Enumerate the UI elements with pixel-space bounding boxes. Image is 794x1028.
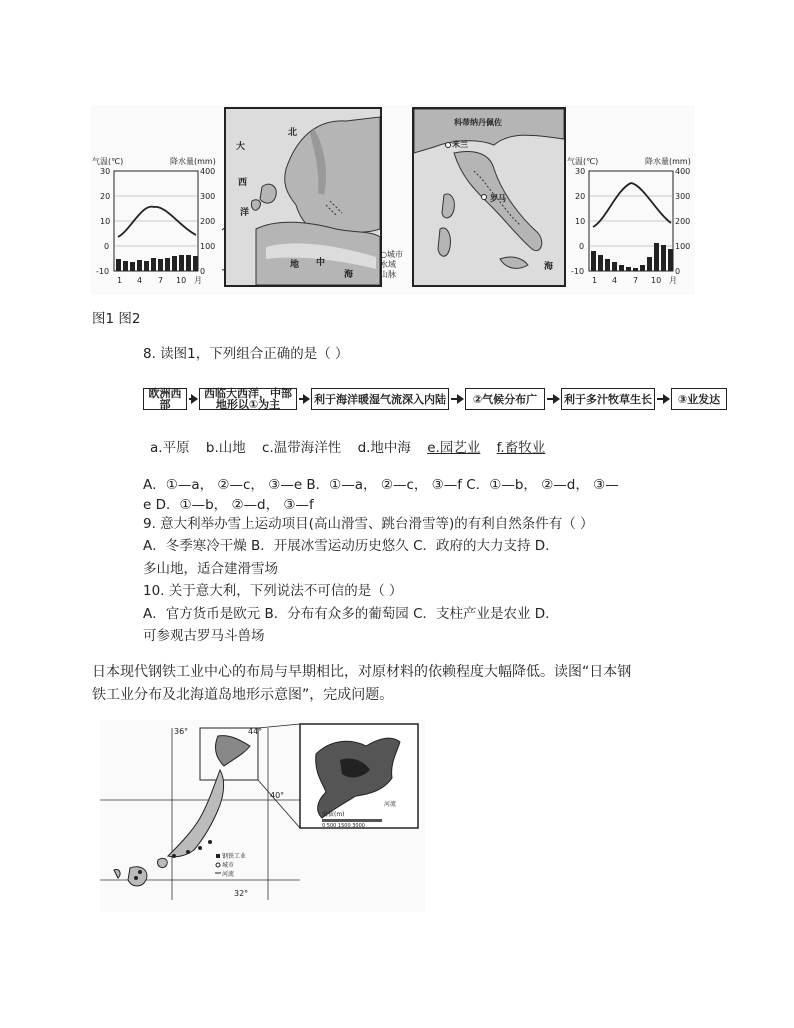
flow-step-6: ③业发达 xyxy=(671,388,727,410)
q8-flowchart xyxy=(143,388,728,412)
svg-text:城市: 城市 xyxy=(222,862,235,869)
svg-text:30: 30 xyxy=(100,167,111,176)
flow-step-3: 利于海洋暖湿气流深入内陆 xyxy=(311,388,449,410)
right-temp-label: 气温(℃) xyxy=(567,157,599,166)
europe-map xyxy=(224,107,382,287)
right-temp-ticks xyxy=(571,167,585,276)
svg-text:10: 10 xyxy=(575,217,586,226)
svg-text:200: 200 xyxy=(675,217,691,226)
right-precip-label: 降水量(mm) xyxy=(645,157,691,166)
svg-text:-10: -10 xyxy=(571,267,585,276)
flow-step-2: 西临大西洋，中部地形以①为主 xyxy=(199,388,297,410)
svg-text:7: 7 xyxy=(158,276,164,285)
svg-text:400: 400 xyxy=(675,167,691,176)
term-b: b.山地 xyxy=(205,440,246,456)
svg-text:0: 0 xyxy=(579,242,585,251)
flow-step-1: 欧洲西部 xyxy=(143,388,187,410)
svg-text:300: 300 xyxy=(675,192,691,201)
term-f: f.畜牧业 xyxy=(496,440,546,456)
svg-text:0: 0 xyxy=(200,267,206,276)
japan-map-legend xyxy=(215,852,246,878)
svg-text:-10: -10 xyxy=(96,267,110,276)
svg-text:10: 10 xyxy=(176,276,187,285)
svg-text:月: 月 xyxy=(194,276,202,285)
right-climate-chart xyxy=(565,155,695,285)
q8-options-line2: e D．①—b， ②—d， ③—f xyxy=(143,497,314,513)
svg-text:100: 100 xyxy=(675,242,691,251)
svg-text:1: 1 xyxy=(117,276,123,285)
term-d: d.地中海 xyxy=(357,440,411,456)
term-e: e.园艺业 xyxy=(427,440,481,456)
svg-text:40°: 40° xyxy=(270,791,285,800)
svg-text:4: 4 xyxy=(137,276,143,285)
svg-text:20: 20 xyxy=(575,192,586,201)
italy-sea-label: 海 xyxy=(544,262,554,272)
svg-text:4: 4 xyxy=(612,276,618,285)
flow-step-5: 利于多汁牧草生长 xyxy=(561,388,655,410)
svg-text:300: 300 xyxy=(200,192,216,201)
svg-text:河流: 河流 xyxy=(384,801,397,808)
svg-text:400: 400 xyxy=(200,167,216,176)
italy-city-rome: 罗马 xyxy=(490,194,506,203)
right-precip-bars xyxy=(591,243,673,271)
flow-step-4: ②气候分布广 xyxy=(465,388,545,410)
svg-text:10: 10 xyxy=(651,276,662,285)
right-month-ticks xyxy=(592,276,677,285)
italy-city-milan: 米兰 xyxy=(452,140,468,149)
svg-text:30: 30 xyxy=(575,167,586,176)
q9-options-line1: A．冬季寒冷干燥 B．开展冰雪运动历史悠久 C．政府的大力支持 D． xyxy=(143,538,559,554)
japan-intro-line1: 日本现代钢铁工业中心的布局与早期相比，对原材料的依赖程度大幅降低。读图“日本钢 xyxy=(92,664,632,680)
q10-options-line1: A．官方货币是欧元 B．分布有众多的葡萄园 C．支柱产业是农业 D． xyxy=(143,606,559,622)
svg-text:0: 0 xyxy=(675,267,681,276)
italy-map xyxy=(412,107,566,287)
q8-stem: 8. 读图1，下列组合正确的是（ ） xyxy=(143,346,349,362)
svg-text:0: 0 xyxy=(104,242,110,251)
svg-text:44°: 44° xyxy=(248,727,263,736)
svg-text:20: 20 xyxy=(100,192,111,201)
svg-text:32°: 32° xyxy=(234,889,249,898)
europe-map-legend: ○城市 水域 山脉 xyxy=(380,250,403,279)
right-temp-curve xyxy=(593,183,671,227)
svg-text:钢铁工业: 钢铁工业 xyxy=(222,853,247,860)
svg-text:北: 北 xyxy=(288,128,298,138)
svg-text:200: 200 xyxy=(200,217,216,226)
term-c: c.温带海洋性 xyxy=(262,440,342,456)
q10-options-line2: 可参观古罗马斗兽场 xyxy=(143,628,265,644)
svg-text:洋: 洋 xyxy=(240,208,250,218)
italy-city-cortina: 科蒂纳丹佩佐 xyxy=(454,118,502,127)
left-temp-label: 气温(℃) xyxy=(92,157,124,166)
svg-text:月: 月 xyxy=(669,276,677,285)
svg-text:海: 海 xyxy=(344,270,354,280)
japan-figure xyxy=(100,720,425,912)
japan-intro-line2: 铁工业分布及北海道岛地形示意图”，完成问题。 xyxy=(92,687,394,703)
q8-options-line1: A．①—a， ②—c， ③—e B．①—a， ②—c， ③—f C．①—b， ②—d， ③— xyxy=(143,477,619,493)
q9-options-line2: 多山地，适合建滑雪场 xyxy=(143,561,278,577)
japan-map xyxy=(100,720,425,912)
term-a: a.平原 xyxy=(150,440,190,456)
svg-text:中: 中 xyxy=(316,258,326,268)
q10-stem: 10. 关于意大利，下列说法不可信的是（ ） xyxy=(143,583,403,599)
svg-text:西: 西 xyxy=(238,178,248,188)
svg-text:7: 7 xyxy=(633,276,639,285)
figure-caption: 图1 图2 xyxy=(92,311,141,327)
svg-text:河流: 河流 xyxy=(222,871,235,878)
svg-text:0 500 1500 3000: 0 500 1500 3000 xyxy=(322,823,365,829)
q9-stem: 9. 意大利举办雪上运动项目(高山滑雪、跳台滑雪等)的有利自然条件有（ ） xyxy=(143,516,594,532)
q8-terms xyxy=(150,437,557,459)
svg-text:10: 10 xyxy=(100,217,111,226)
svg-text:100: 100 xyxy=(200,242,216,251)
left-precip-label: 降水量(mm) xyxy=(170,157,216,166)
svg-text:海拔(m): 海拔(m) xyxy=(322,811,345,818)
svg-text:地: 地 xyxy=(290,260,300,270)
svg-text:1: 1 xyxy=(592,276,598,285)
figure-strip xyxy=(90,105,695,295)
svg-text:36°: 36° xyxy=(174,727,189,736)
right-precip-ticks xyxy=(675,167,690,276)
svg-text:大: 大 xyxy=(236,142,246,152)
